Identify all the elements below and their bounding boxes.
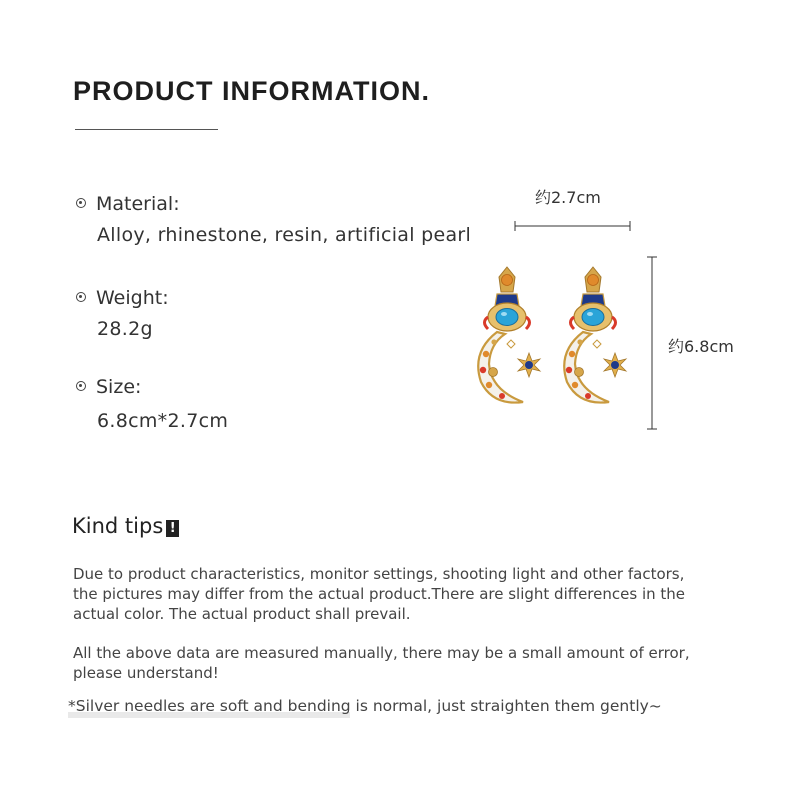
tips-paragraph-1: Due to product characteristics, monitor settings, shooting light and other factors, the pictures may differ from the actual product.There are slight differences in the actual color. The actual product shall prevail.	[73, 565, 685, 623]
height-measure-line	[647, 257, 657, 429]
spec-material	[76, 193, 471, 246]
spec-weight	[76, 287, 169, 340]
earrings-product-image	[460, 210, 670, 440]
spec-weight-value: 28.2g	[97, 318, 153, 340]
spec-size-label: Size:	[96, 376, 142, 398]
width-measure-line	[515, 221, 630, 231]
height-dimension-label: 约6.8cm	[668, 337, 734, 356]
spec-material-value: Alloy, rhinestone, resin, artificial pearl	[97, 224, 472, 246]
bullet-icon	[76, 198, 86, 208]
tips-paragraph-2: All the above data are measured manually, there may be a small amount of error, please understand!	[73, 644, 690, 682]
width-dimension-label: 约2.7cm	[535, 188, 601, 207]
needle-note: *Silver needles are soft and bending is normal, just straighten them gently~	[68, 697, 662, 715]
title-divider	[75, 129, 218, 130]
page-title: PRODUCT INFORMATION.	[73, 76, 430, 106]
spec-weight-label: Weight:	[96, 287, 169, 309]
bullet-icon	[76, 292, 86, 302]
bullet-icon	[76, 381, 86, 391]
spec-size	[76, 376, 228, 432]
spec-size-value: 6.8cm*2.7cm	[97, 410, 229, 432]
exclamation-icon: !	[166, 520, 179, 537]
spec-material-label: Material:	[96, 193, 180, 215]
kind-tips-heading	[72, 514, 179, 538]
kind-tips-label: Kind tips	[72, 514, 164, 538]
